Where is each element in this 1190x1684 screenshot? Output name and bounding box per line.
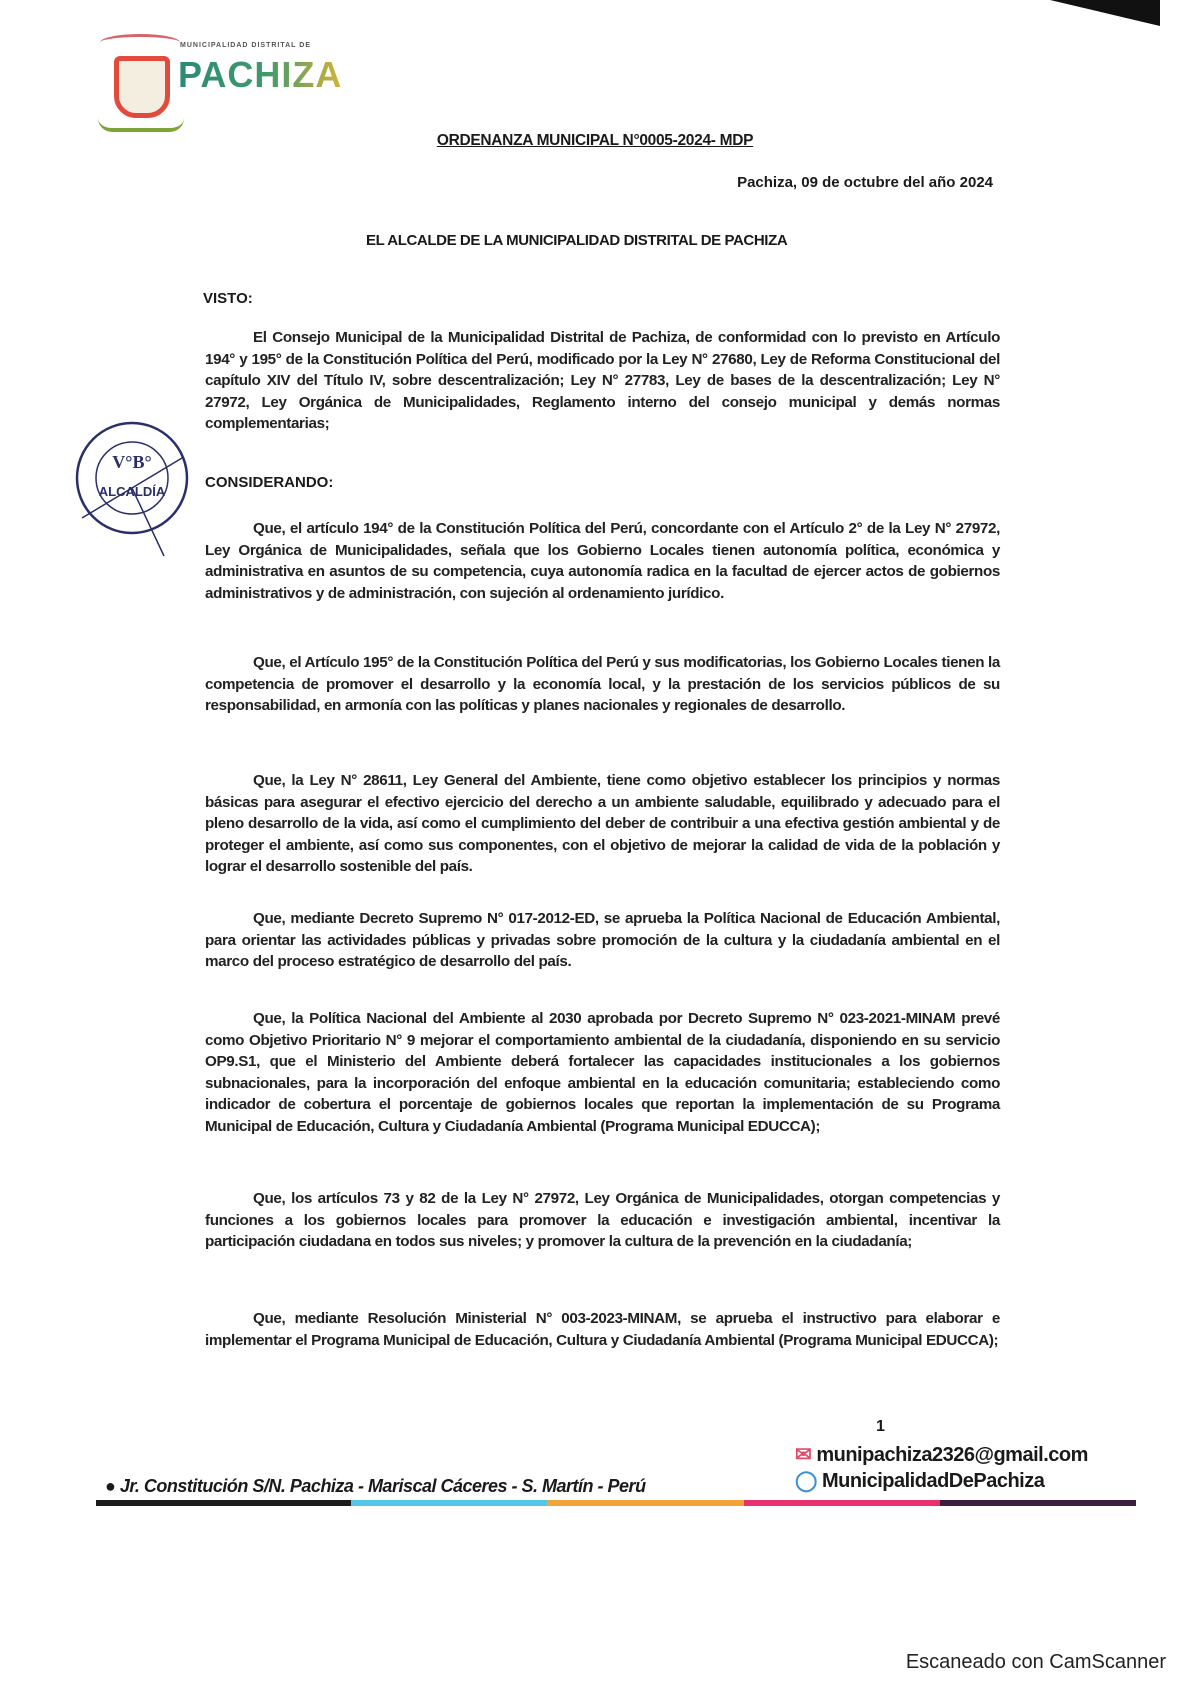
- logo-shield-icon: [114, 56, 170, 118]
- visto-heading: VISTO:: [203, 290, 253, 307]
- bar-segment: [351, 1500, 547, 1506]
- footer-color-bar: [96, 1500, 1136, 1506]
- paragraph-text: Que, mediante Resolución Ministerial N° 003-2023-MINAM, se aprueba el instructivo para elaborar e implementar el Programa Municipal de Educación, Cultura y Ciudadanía Ambiental (Programa Municipal EDUCCA);: [205, 1310, 1000, 1349]
- mail-icon: ✉: [795, 1444, 812, 1466]
- email-text: munipachiza2326@gmail.com: [816, 1444, 1088, 1466]
- paragraph-text: Que, el artículo 194° de la Constitución Política del Perú, concordante con el Artículo 2° de la Ley N° 27972, Ley Orgánica de Municipalidades, señala que los Gobierno Locales tienen autonomía política, económica y administrativa en asuntos de su competencia, cuya autonomía radica en la facultad de ejercer actos de gobiernos administrativos y de administración, con sujeción al ordenamiento jurídico.: [205, 520, 1000, 602]
- document-date: Pachiza, 09 de octubre del año 2024: [737, 174, 993, 191]
- considerando-paragraph: [205, 770, 1000, 878]
- considerando-paragraph: [205, 1188, 1000, 1253]
- bar-segment: [96, 1500, 351, 1506]
- location-pin-icon: ●: [105, 1476, 116, 1496]
- footer-facebook: [795, 1468, 1088, 1494]
- visto-text: El Consejo Municipal de la Municipalidad Distrital de Pachiza, de conformidad con lo previsto en Artículo 194° y 195° de la Constitución Política del Perú, modificado por la Ley N° 27680, Ley de Reforma Constitucional del capítulo XIV del Título IV, sobre descentralización; Ley N° 27783, Ley de bases de la descentralización; Ley N° 27972, Ley Orgánica de Municipalidades, Reglamento interno del consejo municipal y demás normas complementarias;: [205, 329, 1000, 432]
- paragraph-text: Que, mediante Decreto Supremo N° 017-2012-ED, se aprueba la Política Nacional de Educación Ambiental, para orientar las actividades públicas y privadas sobre promoción de la cultura y la ciudadanía ambiental en el marco del proceso estratégico de desarrollo del país.: [205, 910, 1000, 970]
- seal-vobo: V°B°: [112, 452, 152, 472]
- logo-arch: [100, 34, 180, 51]
- footer-email: [795, 1442, 1088, 1468]
- bar-segment: [940, 1500, 1136, 1506]
- alcaldia-seal-stamp: [72, 418, 192, 558]
- seal-label: ALCALDÍA: [98, 484, 166, 499]
- logo-laurel-icon: [98, 118, 184, 132]
- camscanner-watermark: Escaneado con CamScanner: [905, 1651, 1166, 1673]
- logo-municipality-text: MUNICIPALIDAD DISTRITAL DE: [180, 42, 311, 49]
- document-title: ORDENANZA MUNICIPAL N°0005-2024- MDP: [436, 132, 754, 149]
- paragraph-text: Que, el Artículo 195° de la Constitución Política del Perú y sus modificatorias, los Gobierno Locales tienen la competencia de promover el desarrollo y la economía local, y la prestación de los servicios públicos de su responsabilidad, en armonía con las políticas y planes nacionales y regionales de desarrollo.: [205, 654, 1000, 714]
- visto-paragraph: [205, 327, 1000, 435]
- paragraph-text: Que, la Ley N° 28611, Ley General del Ambiente, tiene como objetivo establecer los principios y normas básicas para asegurar el efectivo ejercicio del derecho a un ambiente saludable, equilibrado y adecuado para el pleno desarrollo de la vida, así como el cumplimiento del deber de contribuir a una efectiva gestión ambiental y de proteger el ambiente, así como sus componentes, con el objetivo de mejorar la calidad de vida de la población y lograr el desarrollo sostenible del país.: [205, 772, 1000, 875]
- municipality-logo: [92, 26, 352, 136]
- address-text: Jr. Constitución S/N. Pachiza - Mariscal Cáceres - S. Martín - Perú: [119, 1476, 646, 1496]
- facebook-text: MunicipalidadDePachiza: [821, 1470, 1045, 1492]
- footer-contact: [795, 1442, 1088, 1494]
- logo-name: PACHIZA: [178, 54, 343, 95]
- page-number: 1: [876, 1418, 885, 1435]
- bar-segment: [547, 1500, 743, 1506]
- scan-edge-shadow: [1050, 0, 1160, 26]
- authority-heading: EL ALCALDE DE LA MUNICIPALIDAD DISTRITAL DE PACHIZA: [366, 232, 788, 249]
- facebook-icon: ◯: [795, 1470, 817, 1492]
- footer-address: [105, 1476, 646, 1497]
- considerando-paragraph: [205, 652, 1000, 717]
- considerando-paragraph: [205, 1008, 1000, 1137]
- considerando-heading: CONSIDERANDO:: [205, 474, 334, 491]
- paragraph-text: Que, los artículos 73 y 82 de la Ley N° 27972, Ley Orgánica de Municipalidades, otorgan competencias y funciones a los gobiernos locales para promover la educación e investigación ambiental, incentivar la participación ciudadana en todos sus niveles; y promover la cultura de la prevención en la ciudadanía;: [205, 1190, 1000, 1250]
- considerando-paragraph: [205, 518, 1000, 604]
- paragraph-text: Que, la Política Nacional del Ambiente al 2030 aprobada por Decreto Supremo N° 023-2021-MINAM prevé como Objetivo Prioritario N° 9 mejorar el comportamiento ambiental de la ciudadanía, disponiendo en su servicio OP9.S1, que el Ministerio del Ambiente deberá fortalecer las capacidades institucionales a los gobiernos subnacionales, para la incorporación del enfoque ambiental en la educación comunitaria; estableciendo como indicador de cobertura el porcentaje de gobiernos locales que reportan la implementación de su Programa Municipal de Educación, Cultura y Ciudadanía Ambiental (Programa Municipal EDUCCA);: [205, 1010, 1000, 1135]
- considerando-paragraph: [205, 908, 1000, 973]
- bar-segment: [744, 1500, 940, 1506]
- considerando-paragraph: [205, 1308, 1000, 1351]
